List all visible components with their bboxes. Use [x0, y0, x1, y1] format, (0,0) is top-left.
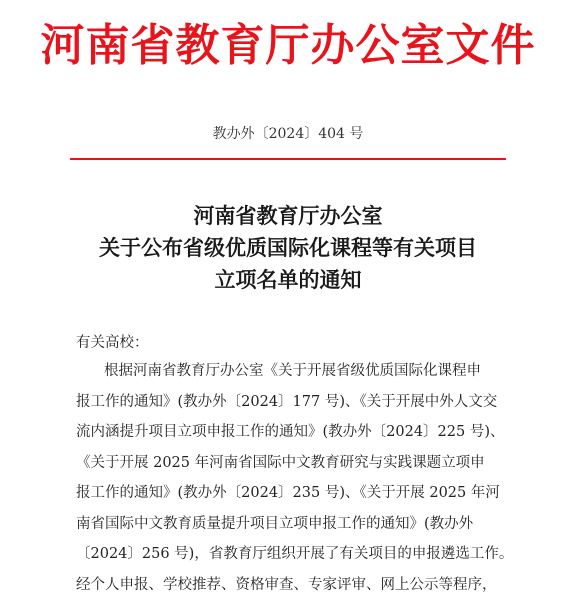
red-divider-line: [70, 158, 506, 160]
body-line: 经个人申报、学校推荐、资格审查、专家评审、网上公示等程序，: [76, 570, 522, 600]
body-line: 流内涵提升项目立项申报工作的通知》(教办外〔2024〕225 号)、: [76, 417, 522, 448]
body-line: 南省国际中文教育质量提升项目立项申报工作的通知》(教办外: [76, 509, 522, 540]
notice-title-line-2: 关于公布省级优质国际化课程等有关项目: [0, 232, 576, 264]
document-header-title: 河南省教育厅办公室文件: [0, 18, 576, 74]
body-line: 报工作的通知》(教办外〔2024〕235 号)、《关于开展 2025 年河: [76, 478, 522, 509]
salutation: 有关高校：: [76, 332, 149, 354]
body-paragraph: [76, 356, 522, 600]
notice-title-line-3: 立项名单的通知: [0, 264, 576, 296]
body-line: 〔2024〕256 号)，省教育厅组织开展了有关项目的申报遴选工作。: [76, 539, 522, 570]
notice-title: [0, 200, 576, 296]
body-line: 《关于开展 2025 年河南省国际中文教育研究与实践课题立项申: [76, 448, 522, 479]
body-line: 根据河南省教育厅办公室《关于开展省级优质国际化课程申: [76, 356, 522, 387]
document-number: 教办外〔2024〕404 号: [0, 124, 576, 144]
notice-title-line-1: 河南省教育厅办公室: [0, 200, 576, 232]
body-line: 报工作的通知》(教办外〔2024〕177 号)、《关于开展中外人文交: [76, 387, 522, 418]
